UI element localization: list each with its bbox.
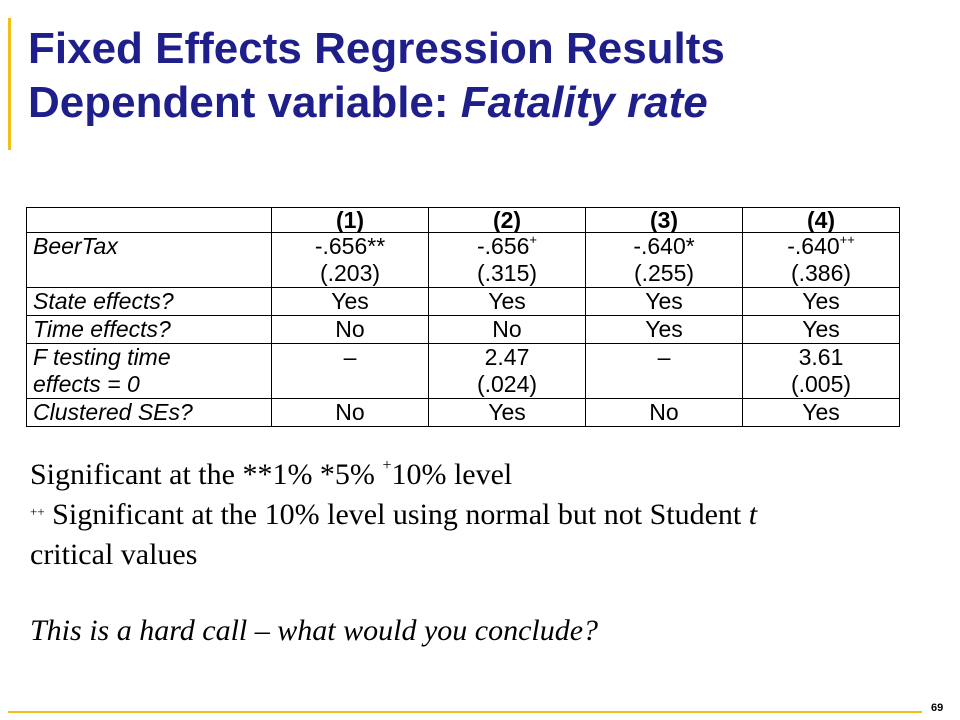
row-label-f-test: [27, 344, 272, 399]
beertax-cell-2: [429, 233, 586, 288]
state-effects-4: Yes: [743, 288, 900, 316]
header-row: [27, 208, 900, 233]
row-label-clustered: Clustered SEs?: [27, 399, 272, 427]
bottom-accent-rule: [8, 711, 922, 713]
significance-notes: [30, 455, 930, 575]
f-test-value-1: –: [343, 344, 357, 370]
title-line-2-prefix: Dependent variable:: [28, 78, 461, 127]
f-test-label-line-2: effects = 0: [33, 371, 140, 397]
coef-3-value: -.640*: [633, 233, 695, 259]
time-effects-3: Yes: [586, 316, 743, 344]
header-col-1: (1): [272, 208, 429, 233]
coef-2: [435, 233, 579, 260]
f-test-row: [27, 344, 900, 399]
f-test-cell-1: [272, 344, 429, 399]
beertax-row: [27, 233, 900, 288]
coef-4-value: -.640: [787, 233, 840, 259]
f-test-cell-3: [586, 344, 743, 399]
time-effects-1: No: [272, 316, 429, 344]
se-4: (.386): [790, 260, 852, 286]
se-3: (.255): [633, 260, 695, 286]
time-effects-4: Yes: [743, 316, 900, 344]
clustered-1: No: [272, 399, 429, 427]
state-effects-row: [27, 288, 900, 316]
state-effects-2: Yes: [429, 288, 586, 316]
note-line-2-text: Significant at the 10% level using normal but not Student: [44, 498, 749, 531]
row-label-beertax: BeerTax: [27, 233, 272, 288]
coef-2-value: -.656: [476, 233, 530, 259]
beertax-cell-3: [586, 233, 743, 288]
coef-2-mark: +: [529, 232, 538, 247]
f-test-pvalue-2: (.024): [476, 371, 538, 397]
se-1: (.203): [319, 260, 381, 286]
coef-3: [592, 233, 736, 260]
clustered-row: [27, 399, 900, 427]
header-col-4: (4): [743, 208, 900, 233]
clustered-2: Yes: [429, 399, 586, 427]
f-test-value-3: –: [657, 344, 671, 370]
note-line-2-t: t: [748, 498, 758, 531]
coef-1-value: -.656**: [314, 233, 386, 259]
page-number: 69: [931, 702, 944, 714]
row-label-time-effects: Time effects?: [27, 316, 272, 344]
note-line-1-b: 10% level: [391, 458, 513, 491]
row-label-state-effects: State effects?: [27, 288, 272, 316]
state-effects-1: Yes: [272, 288, 429, 316]
coef-4-mark: ++: [839, 232, 855, 247]
title-dependent-variable: Fatality rate: [460, 78, 708, 127]
note-line-2: [30, 495, 930, 535]
state-effects-3: Yes: [586, 288, 743, 316]
f-test-value-4: 3.61: [798, 344, 844, 370]
clustered-3: No: [586, 399, 743, 427]
beertax-cell-4: [743, 233, 900, 288]
title-line-2: [28, 76, 725, 130]
beertax-cell-1: [272, 233, 429, 288]
note-line-1: [30, 455, 930, 495]
header-col-2: (2): [429, 208, 586, 233]
f-test-value-2: 2.47: [484, 344, 530, 370]
f-test-pvalue-4: (.005): [790, 371, 852, 397]
left-accent-rule: [8, 18, 11, 150]
title-line-1: Fixed Effects Regression Results: [28, 24, 725, 73]
f-test-cell-4: [743, 344, 900, 399]
note-line-2-sup: ++: [30, 504, 45, 519]
clustered-4: Yes: [743, 399, 900, 427]
note-line-1-a: Significant at the **1% *5%: [30, 458, 383, 491]
coef-1: [278, 233, 422, 260]
f-test-label-line-1: F testing time: [33, 344, 171, 370]
note-line-3: critical values: [30, 538, 198, 571]
discussion-question: This is a hard call – what would you conclude?: [30, 614, 599, 647]
header-col-3: (3): [586, 208, 743, 233]
time-effects-2: No: [429, 316, 586, 344]
note-line-1-sup: +: [382, 457, 392, 474]
header-empty: [27, 208, 272, 233]
f-test-cell-2: [429, 344, 586, 399]
regression-results-table: [26, 207, 900, 427]
se-2: (.315): [476, 260, 538, 286]
time-effects-row: [27, 316, 900, 344]
coef-4: [749, 233, 893, 260]
slide-title: [28, 22, 725, 130]
